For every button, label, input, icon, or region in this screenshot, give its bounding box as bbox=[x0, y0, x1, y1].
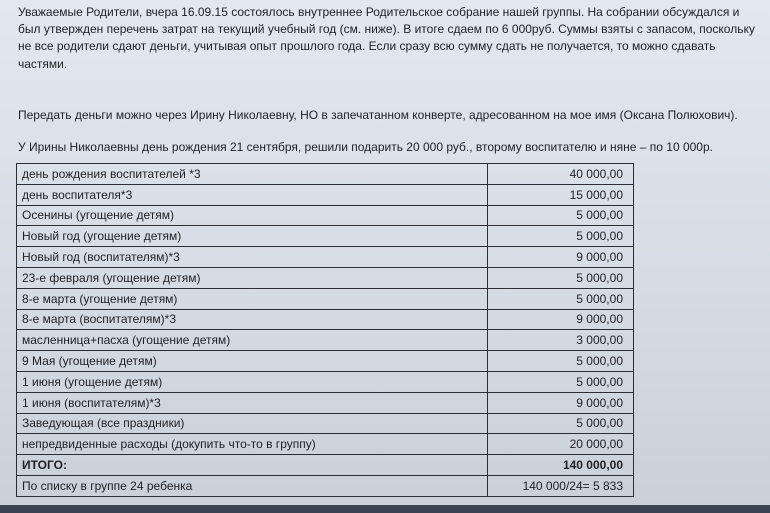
expense-name: день воспитателя*3 bbox=[17, 184, 488, 205]
notice-line-2: был утвержден перечень затрат на текущий учебный год (см. ниже). В итоге сдаем по 6 000руб. Суммы взяты с запасом, поскольку bbox=[18, 22, 755, 37]
table-row bbox=[17, 351, 634, 372]
notice-line-3: не все родители сдают деньги, учитывая опыт прошлого года. Если сразу всю сумму сдать не получается, то можно сдавать bbox=[18, 39, 716, 54]
total-row bbox=[17, 455, 634, 476]
expense-name: 23-е февраля (угощение детям) bbox=[17, 267, 488, 288]
expense-name: 8-е марта (воспитателям)*3 bbox=[17, 309, 488, 330]
expense-name: Заведующая (все праздники) bbox=[17, 413, 488, 434]
total-amount: 140 000,00 bbox=[488, 455, 634, 476]
paper-bottom-edge bbox=[0, 505, 770, 513]
table-row bbox=[17, 205, 634, 226]
table-row bbox=[17, 226, 634, 247]
expense-name: Осенины (угощение детям) bbox=[17, 205, 488, 226]
expense-amount: 15 000,00 bbox=[488, 184, 634, 205]
table-row bbox=[17, 164, 634, 185]
expense-amount: 9 000,00 bbox=[488, 247, 634, 268]
table-row bbox=[17, 309, 634, 330]
notice-line-1: Уважаемые Родители, вчера 16.09.15 состоялось внутреннее Родительское собрание нашей группы. На собрании обсуждался и bbox=[18, 5, 740, 19]
expense-name: 9 Мая (угощение детям) bbox=[17, 351, 488, 372]
meeting-notice-paragraph bbox=[18, 4, 755, 73]
table-row bbox=[17, 413, 634, 434]
expense-name: 8-е марта (угощение детям) bbox=[17, 288, 488, 309]
notice-line-4: частями. bbox=[18, 56, 68, 71]
expense-amount: 40 000,00 bbox=[488, 164, 634, 185]
expense-amount: 5 000,00 bbox=[488, 351, 634, 372]
table-row bbox=[17, 392, 634, 413]
birthday-gift-paragraph: У Ирины Николаевны день рождения 21 сентября, решили подарить 20 000 руб., второму воспитателю и няне – по 10 000р. bbox=[18, 140, 713, 154]
table-row bbox=[17, 184, 634, 205]
table-row bbox=[17, 371, 634, 392]
expense-name: 1 июня (угощение детям) bbox=[17, 371, 488, 392]
expenses-table bbox=[16, 163, 634, 497]
payment-instruction-paragraph: Передать деньги можно через Ирину Николаевну, НО в запечатанном конверте, адресованном на мое имя (Оксана Полюхович). bbox=[18, 108, 738, 122]
expense-amount: 5 000,00 bbox=[488, 288, 634, 309]
expense-name: непредвиденные расходы (докупить что-то в группу) bbox=[17, 434, 488, 455]
expense-name: масленница+пасха (угощение детям) bbox=[17, 330, 488, 351]
expense-amount: 5 000,00 bbox=[488, 205, 634, 226]
expense-name: день рождения воспитателей *3 bbox=[17, 164, 488, 185]
per-child-amount: 140 000/24= 5 833 bbox=[488, 475, 634, 496]
expense-amount: 5 000,00 bbox=[488, 413, 634, 434]
table-row bbox=[17, 288, 634, 309]
expense-name: Новый год (воспитателям)*3 bbox=[17, 247, 488, 268]
expense-name: Новый год (угощение детям) bbox=[17, 226, 488, 247]
expense-amount: 5 000,00 bbox=[488, 267, 634, 288]
expense-amount: 9 000,00 bbox=[488, 309, 634, 330]
table-row bbox=[17, 330, 634, 351]
expense-name: 1 июня (воспитателям)*3 bbox=[17, 392, 488, 413]
expense-amount: 9 000,00 bbox=[488, 392, 634, 413]
total-label: ИТОГО: bbox=[17, 455, 488, 476]
table-row bbox=[17, 247, 634, 268]
expense-amount: 5 000,00 bbox=[488, 226, 634, 247]
per-child-label: По списку в группе 24 ребенка bbox=[17, 475, 488, 496]
expense-amount: 20 000,00 bbox=[488, 434, 634, 455]
table-row bbox=[17, 434, 634, 455]
expense-amount: 5 000,00 bbox=[488, 371, 634, 392]
per-child-row bbox=[17, 475, 634, 496]
expense-amount: 3 000,00 bbox=[488, 330, 634, 351]
table-row bbox=[17, 267, 634, 288]
